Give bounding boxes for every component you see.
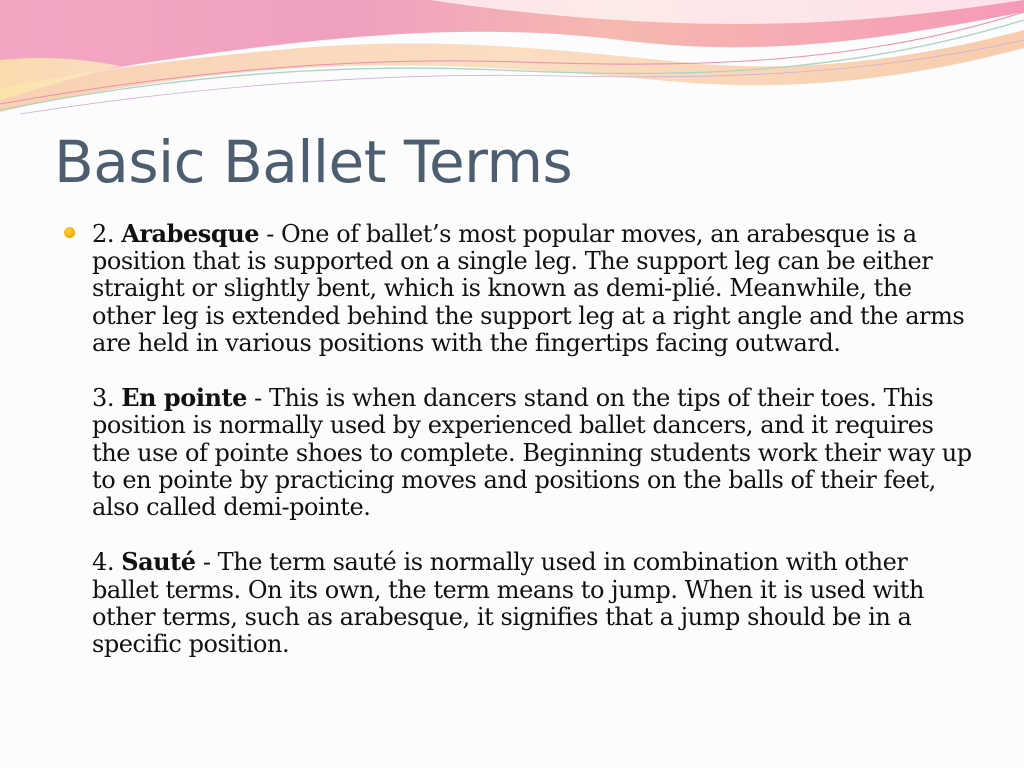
header-ribbon-decoration: [0, 0, 1024, 125]
term-paragraph-arabesque: [92, 220, 972, 357]
slide-body: [92, 220, 972, 658]
term-paragraph-saute: [92, 548, 972, 658]
term-number: 2.: [92, 220, 114, 248]
bullet-icon: [64, 227, 75, 238]
term-name: Sauté: [121, 547, 196, 577]
term-name: En pointe: [121, 383, 247, 413]
term-paragraph-en-pointe: [92, 384, 972, 521]
term-description: - One of ballet’s most popular moves, an arabesque is a position that is supported on a single leg. The support leg can be either straight or slightly bent, which is known as demi-plié. Meanwhile, the other leg is extended behind the support leg at a right angle and the arms are held in various positions with the fingertips facing outward.: [92, 220, 965, 357]
term-number: 3.: [92, 384, 114, 413]
term-name: Arabesque: [121, 219, 260, 248]
slide-title: Basic Ballet Terms: [54, 128, 573, 196]
term-description: - This is when dancers stand on the tips of their toes. This position is normally used by experienced ballet dancers, and it requires the use of pointe shoes to complete. Beginning students work their way up to en pointe by practicing moves and positions on the balls of their feet, also called demi-pointe.: [92, 384, 972, 522]
term-number: 4.: [92, 548, 114, 577]
term-description: - The term sauté is normally used in combination with other ballet terms. On its own, the term means to jump. When it is used with other terms, such as arabesque, it signifies that a jump should be in a specific position.: [92, 548, 924, 659]
